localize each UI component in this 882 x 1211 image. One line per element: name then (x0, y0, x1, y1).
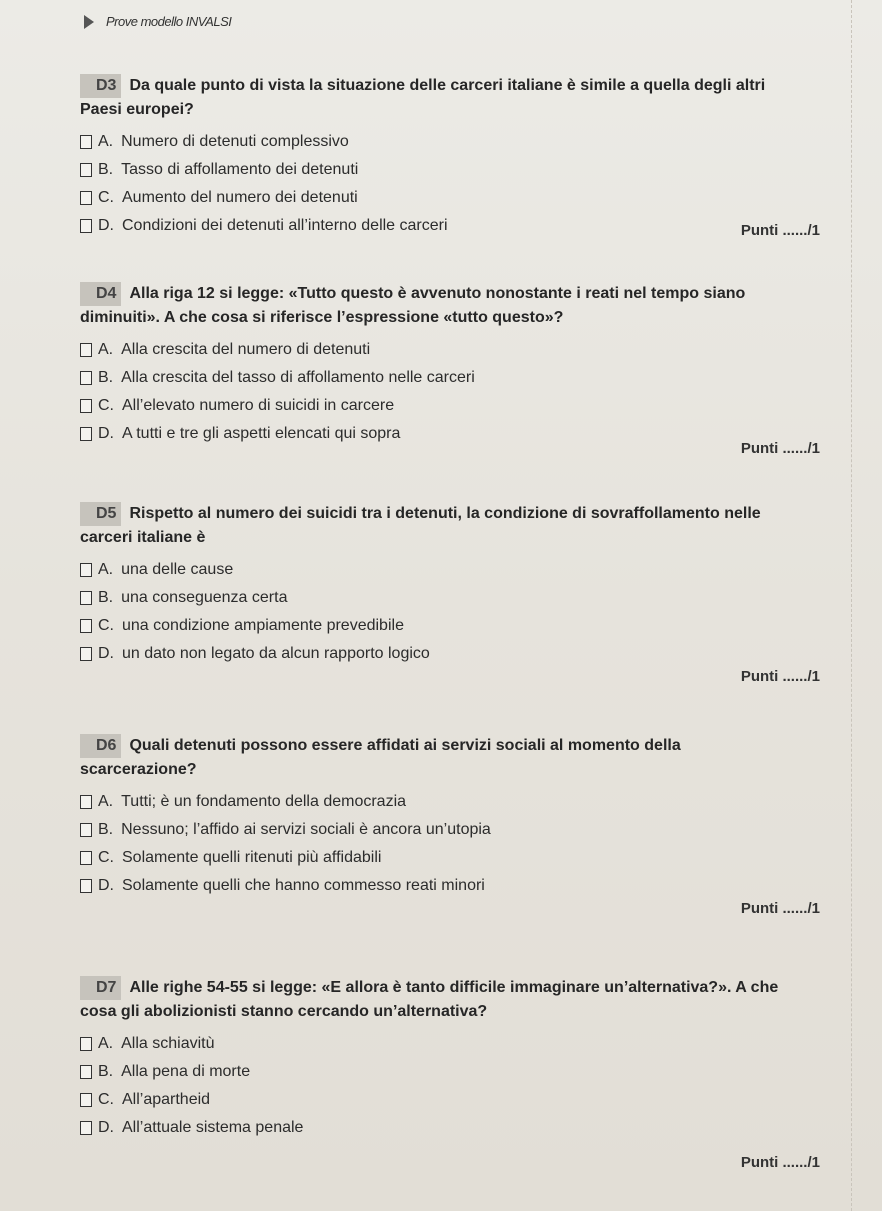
question-d4 (80, 282, 800, 448)
option-letter: B. (98, 369, 114, 386)
score-d5: Punti ....../1 (740, 668, 820, 685)
option-a[interactable] (80, 336, 800, 364)
checkbox[interactable] (80, 371, 92, 385)
option-a[interactable] (80, 556, 800, 584)
page-title: Prove modello INVALSI (106, 14, 232, 29)
option-text: All’elevato numero di suicidi in carcere (122, 397, 395, 414)
option-d[interactable] (80, 872, 800, 900)
option-text: una condizione ampiamente prevedibile (122, 617, 404, 634)
option-text: una conseguenza certa (121, 589, 288, 606)
option-letter: D. (98, 645, 114, 662)
option-c[interactable] (80, 184, 800, 212)
question-d5 (80, 502, 800, 668)
checkbox[interactable] (80, 591, 92, 605)
option-c[interactable] (80, 612, 800, 640)
question-text: Da quale punto di vista la situazione delle carceri italiane è simile a quella degli altri Paesi europei? (80, 77, 766, 118)
options-list (80, 336, 800, 448)
option-text: Alla pena di morte (121, 1063, 251, 1080)
option-letter: A. (98, 793, 114, 810)
option-text: Tasso di affollamento dei detenuti (121, 161, 359, 178)
option-text: Solamente quelli ritenuti più affidabili (122, 849, 382, 866)
option-letter: A. (98, 1035, 114, 1052)
checkbox[interactable] (80, 135, 92, 149)
checkbox[interactable] (80, 1121, 92, 1135)
checkbox[interactable] (80, 343, 92, 357)
option-letter: D. (98, 1119, 114, 1136)
option-text: Alla crescita del tasso di affollamento nelle carceri (121, 369, 475, 386)
score-d3: Punti ....../1 (740, 222, 820, 239)
options-list (80, 788, 800, 900)
option-b[interactable] (80, 364, 800, 392)
question-text: Quali detenuti possono essere affidati ai servizi sociali al momento della scarcerazione? (80, 737, 681, 778)
option-text: Condizioni dei detenuti all’interno delle carceri (122, 217, 448, 234)
question-number: D3 (80, 74, 121, 98)
option-letter: C. (98, 617, 114, 634)
option-text: All’apartheid (122, 1091, 211, 1108)
options-list (80, 128, 800, 240)
option-b[interactable] (80, 816, 800, 844)
option-text: A tutti e tre gli aspetti elencati qui sopra (122, 425, 401, 442)
checkbox[interactable] (80, 219, 92, 233)
options-list (80, 1030, 800, 1142)
option-c[interactable] (80, 392, 800, 420)
checkbox[interactable] (80, 1037, 92, 1051)
question-stem (80, 734, 800, 782)
option-letter: C. (98, 397, 114, 414)
question-text: Alle righe 54-55 si legge: «E allora è tanto difficile immaginare un’alternativa?». A che cosa gli abolizionisti stanno cercando un’alternativa? (80, 979, 779, 1020)
option-d[interactable] (80, 640, 800, 668)
score-d4: Punti ....../1 (740, 440, 820, 457)
triangle-bullet-icon (84, 15, 94, 29)
question-d6 (80, 734, 800, 900)
option-letter: D. (98, 877, 114, 894)
question-number: D5 (80, 502, 121, 526)
option-text: Alla schiavitù (121, 1035, 215, 1052)
option-b[interactable] (80, 584, 800, 612)
checkbox[interactable] (80, 399, 92, 413)
checkbox[interactable] (80, 1065, 92, 1079)
options-list (80, 556, 800, 668)
option-a[interactable] (80, 788, 800, 816)
option-d[interactable] (80, 1114, 800, 1142)
option-a[interactable] (80, 1030, 800, 1058)
option-letter: A. (98, 341, 114, 358)
option-letter: C. (98, 1091, 114, 1108)
option-text: Aumento del numero dei detenuti (122, 189, 358, 206)
checkbox[interactable] (80, 427, 92, 441)
option-letter: B. (98, 589, 114, 606)
page-header (84, 14, 231, 29)
question-number: D6 (80, 734, 121, 758)
option-d[interactable] (80, 212, 800, 240)
option-a[interactable] (80, 128, 800, 156)
option-c[interactable] (80, 844, 800, 872)
option-text: un dato non legato da alcun rapporto logico (122, 645, 430, 662)
option-b[interactable] (80, 1058, 800, 1086)
option-c[interactable] (80, 1086, 800, 1114)
option-text: Tutti; è un fondamento della democrazia (121, 793, 407, 810)
option-letter: B. (98, 1063, 114, 1080)
question-d3 (80, 74, 800, 240)
checkbox[interactable] (80, 879, 92, 893)
checkbox[interactable] (80, 191, 92, 205)
question-text: Alla riga 12 si legge: «Tutto questo è avvenuto nonostante i reati nel tempo siano diminuiti». A che cosa si riferisce l’espressione «tutto questo»? (80, 285, 746, 326)
checkbox[interactable] (80, 1093, 92, 1107)
checkbox[interactable] (80, 163, 92, 177)
question-stem (80, 976, 800, 1024)
question-stem (80, 74, 800, 122)
option-text: Numero di detenuti complessivo (121, 133, 349, 150)
option-letter: B. (98, 161, 114, 178)
option-text: All’attuale sistema penale (122, 1119, 304, 1136)
score-d7: Punti ....../1 (740, 1154, 820, 1171)
option-letter: A. (98, 561, 114, 578)
checkbox[interactable] (80, 823, 92, 837)
checkbox[interactable] (80, 647, 92, 661)
question-number: D7 (80, 976, 121, 1000)
margin-line (850, 0, 852, 1211)
question-number: D4 (80, 282, 121, 306)
score-d6: Punti ....../1 (740, 900, 820, 917)
option-letter: A. (98, 133, 114, 150)
option-letter: B. (98, 821, 114, 838)
question-text: Rispetto al numero dei suicidi tra i detenuti, la condizione di sovraffollamento nelle carceri italiane è (80, 505, 761, 546)
option-text: una delle cause (121, 561, 234, 578)
option-b[interactable] (80, 156, 800, 184)
checkbox[interactable] (80, 851, 92, 865)
question-stem (80, 502, 800, 550)
option-text: Nessuno; l’affido ai servizi sociali è ancora un’utopia (121, 821, 491, 838)
checkbox[interactable] (80, 795, 92, 809)
option-letter: D. (98, 425, 114, 442)
checkbox[interactable] (80, 563, 92, 577)
option-letter: C. (98, 849, 114, 866)
option-letter: D. (98, 217, 114, 234)
checkbox[interactable] (80, 619, 92, 633)
option-d[interactable] (80, 420, 800, 448)
option-letter: C. (98, 189, 114, 206)
option-text: Solamente quelli che hanno commesso reati minori (122, 877, 485, 894)
question-d7 (80, 976, 800, 1142)
option-text: Alla crescita del numero di detenuti (121, 341, 371, 358)
question-stem (80, 282, 800, 330)
